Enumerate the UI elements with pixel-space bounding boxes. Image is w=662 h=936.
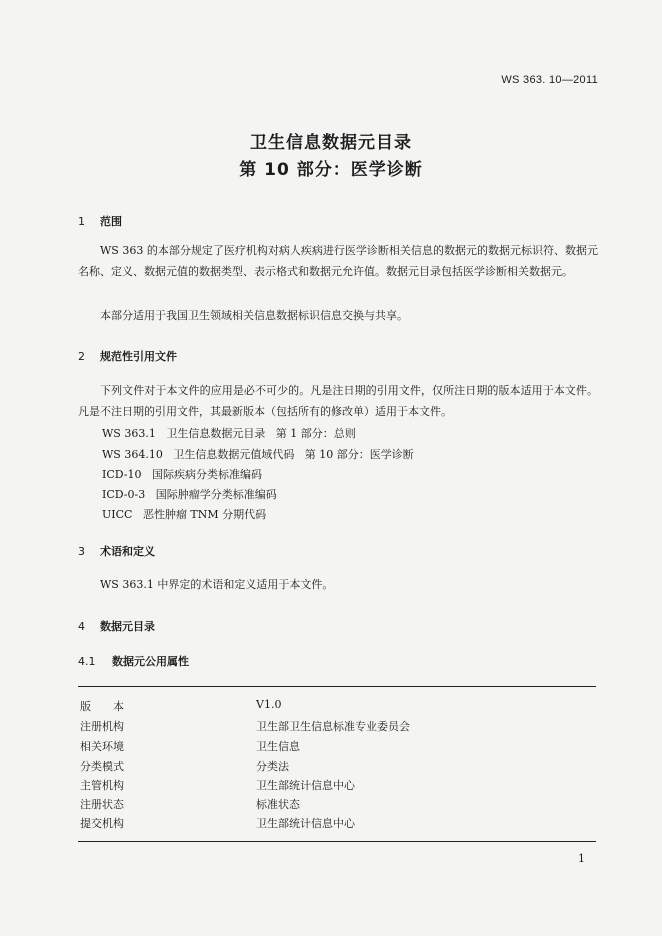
attribute-label: 注册机构 — [80, 720, 124, 733]
section-1-paragraph-2: 本部分适用于我国卫生领域相关信息数据标识信息交换与共享。 — [100, 309, 408, 322]
attribute-label: 主管机构 — [80, 779, 124, 792]
section-number: 1 — [78, 215, 85, 228]
attribute-value: 卫生部统计信息中心 — [256, 779, 355, 792]
section-title: 术语和定义 — [100, 545, 155, 558]
reference-item: WS 363.1 卫生信息数据元目录 第 1 部分：总则 — [102, 427, 356, 440]
section-title: 数据元公用属性 — [112, 655, 189, 668]
section-3-paragraph-1: WS 363.1 中界定的术语和定义适用于本文件。 — [100, 578, 334, 591]
reference-item: UICC 恶性肿瘤 TNM 分期代码 — [102, 508, 267, 521]
document-subtitle: 第 10 部分：医学诊断 — [239, 160, 423, 180]
table-top-rule — [78, 686, 596, 687]
table-bottom-rule — [78, 841, 596, 842]
standard-code: WS 363. 10—2011 — [501, 74, 598, 86]
section-title: 数据元目录 — [100, 620, 155, 633]
attribute-label: 相关环境 — [80, 740, 124, 753]
section-2-paragraph-1: 下列文件对于本文件的应用是必不可少的。凡是注日期的引用文件，仅所注日期的版本适用于本文件。凡是不注日期的引用文件，其最新版本（包括所有的修改单）适用于本文件。 — [78, 384, 598, 418]
section-number: 2 — [78, 350, 85, 363]
attribute-label: 版 本 — [80, 700, 124, 713]
section-title: 规范性引用文件 — [100, 350, 177, 363]
section-4-1-heading — [78, 653, 189, 669]
section-4-heading — [78, 618, 155, 634]
section-number: 3 — [78, 545, 85, 558]
attribute-value: 卫生信息 — [256, 740, 300, 753]
document-title: 卫生信息数据元目录 — [250, 133, 412, 153]
section-2-heading — [78, 348, 177, 364]
attribute-label: 分类模式 — [80, 760, 124, 773]
attribute-label: 注册状态 — [80, 798, 124, 811]
attribute-value: 标准状态 — [256, 798, 300, 811]
section-1-paragraph-1: WS 363 的本部分规定了医疗机构对病人疾病进行医学诊断相关信息的数据元的数据元标识符、数据元名称、定义、数据元值的数据类型、表示格式和数据元允许值。数据元目录包括医学诊断相关数据元。 — [78, 244, 598, 278]
attribute-value: V1.0 — [256, 698, 282, 711]
reference-item: ICD-0-3 国际肿瘤学分类标准编码 — [102, 488, 277, 501]
attribute-label: 提交机构 — [80, 817, 124, 830]
attribute-value: 分类法 — [256, 760, 289, 773]
reference-item: WS 364.10 卫生信息数据元值域代码 第 10 部分：医学诊断 — [102, 448, 414, 461]
section-1-heading — [78, 213, 122, 229]
section-number: 4 — [78, 620, 85, 633]
attribute-value: 卫生部统计信息中心 — [256, 817, 355, 830]
page-number: 1 — [578, 852, 585, 865]
attribute-value: 卫生部卫生信息标准专业委员会 — [256, 720, 410, 733]
section-title: 范围 — [100, 215, 122, 228]
section-3-heading — [78, 543, 155, 559]
section-number: 4.1 — [78, 655, 96, 668]
reference-item: ICD-10 国际疾病分类标准编码 — [102, 468, 262, 481]
